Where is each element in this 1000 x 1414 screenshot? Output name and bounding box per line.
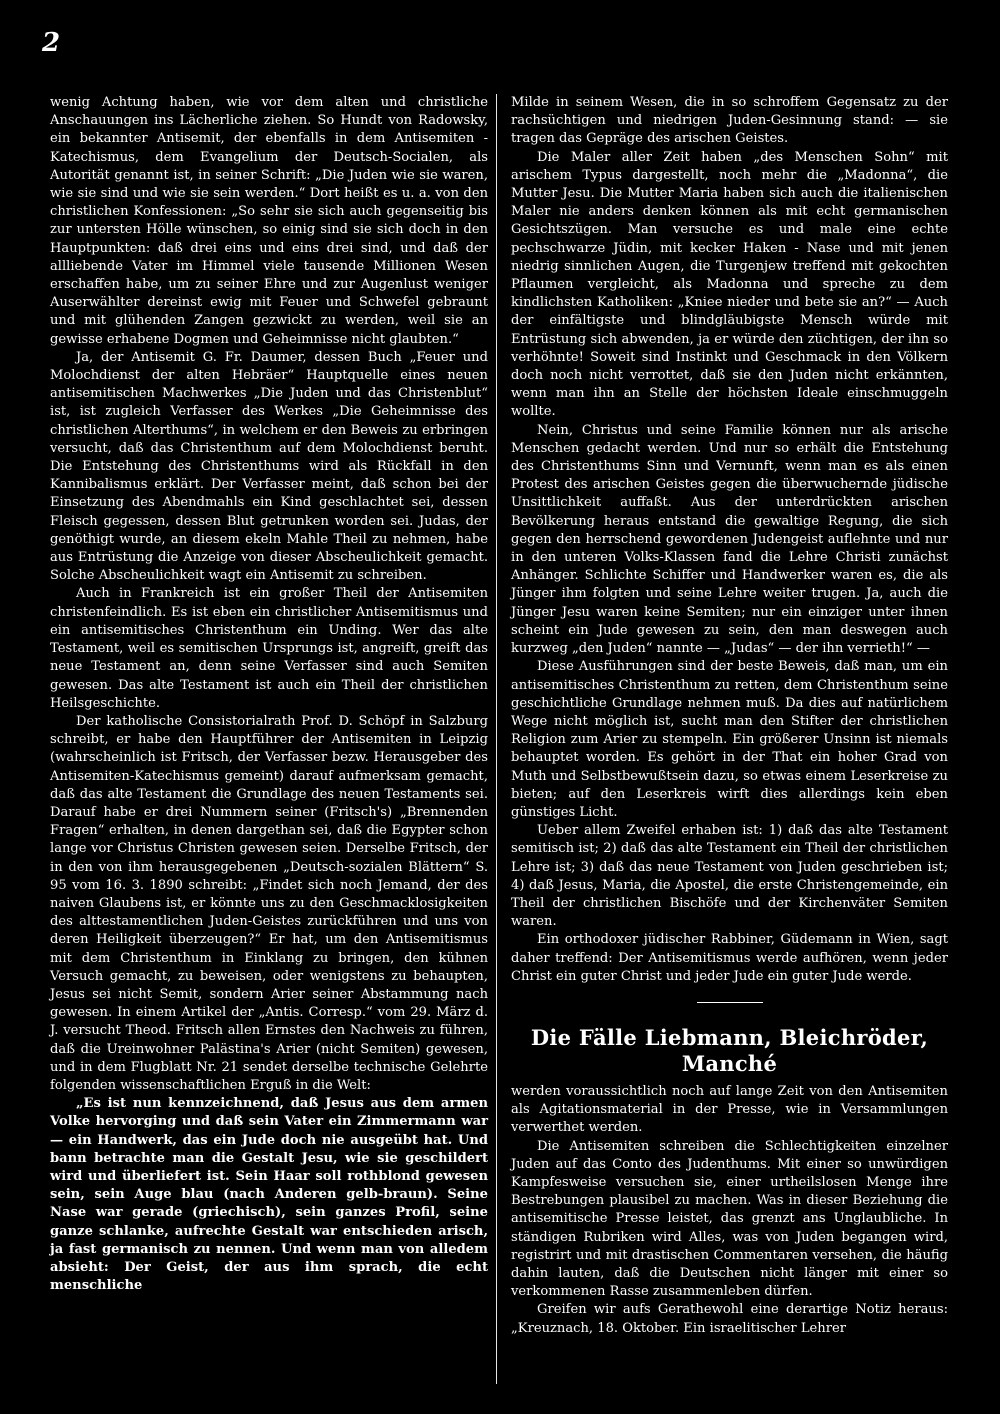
page-number: 2 bbox=[42, 28, 61, 58]
section-title: Die Fälle Liebmann, Bleichröder, Manché bbox=[530, 1024, 929, 1076]
right-column bbox=[511, 94, 948, 1338]
right-paragraph: Ueber allem Zweifel erhaben ist: 1) daß das alte Testament semitisch ist; 2) daß das alte Testament ein Theil der christlichen Lehre ist; 3) daß das neue Testament von Juden geschrieben ist; 4) daß Jesus, Maria, die Apostel, die erste Christengemeinde, ein Theil der christlichen Bischöfe und der Kirchenväter Semiten waren. bbox=[511, 823, 948, 930]
right-paragraph: Diese Ausführungen sind der beste Beweis, daß man, um ein antisemitisches Christenthum zu retten, dem Christenthum seine geschichtliche Grundlage nehmen muß. Da dies auf natürlichem Wege nicht möglich ist, sucht man den Stifter der christlichen Religion zum Arier zu stempeln. Ein größerer Unsinn ist niemals behauptet worden. Es gehört in der That ein hoher Grad von Muth und Selbstbewußtsein dazu, so etwas einem Leserkreise zu bieten; auf den Leserkreis wirft dies allerdings kein eben günstiges Licht. bbox=[511, 659, 948, 820]
right-paragraph: Nein, Christus und seine Familie können nur als arische Menschen gedacht werden. Und nur so erhält die Entstehung des Christenthums Sinn und Vernunft, wenn man es als einen Protest des arischen Geistes gegen die überwuchernde jüdische Unsittlichkeit auffaßt. Aus der unterdrückten arischen Bevölkerung heraus entstand die gewaltige Regung, die sich gegen den herrschend gewordenen Judengeist auflehnte und nur in den unteren Volks-Klassen fand die Lehre Christi zunächst Anhänger. Schlichte Schiffer und Handwerker waren es, die als Jünger ihm folgten und seine Lehre weiter trugen. Ja, auch die Jünger Jesu waren keine Semiten; nur ein einziger unter ihnen scheint ein Jude gewesen zu sein, den man deswegen auch kurzweg „den Juden“ nannte — „Judas“ — der ihn verrieth!“ — bbox=[511, 422, 948, 657]
right_after-paragraph: werden voraussichtlich noch auf lange Zeit von den Antisemiten als Agitationsmaterial in der Presse, wie in Versammlungen verwerthet werden. bbox=[511, 1083, 948, 1136]
column-divider bbox=[496, 94, 497, 1384]
left-paragraph: Der katholische Consistorialrath Prof. D. Schöpf in Salzburg schreibt, er habe den Hauptführer der Antisemiten in Leipzig (wahrscheinlich ist Fritsch, der Verfasser bezw. Herausgeber des Antisemiten-Katechismus gemeint) darauf aufmerksam gemacht, daß das alte Testament die Grundlage des neuen Testaments sei. Darauf habe er drei Nummern seiner (Fritsch's) „Brennenden Fragen“ erhalten, in denen dargethan sei, daß die Egypter schon lange vor Christus Christen gewesen seien. Derselbe Fritsch, der in den von ihm herausgegebenen „Deutsch-sozialen Blättern“ S. 95 vom 16. 3. 1890 schreibt: „Findet sich noch Jemand, der des naiven Glaubens ist, er könnte uns zu den Geschmacklosigkeiten des alttestamentlichen Juden-Geistes zurückführen und uns von deren Heiligkeit überzeugen?“ Er hat, um den Antisemitismus mit dem Christenthum in Einklang zu bringen, den kühnen Versuch gemacht, zu beweisen, oder wenigstens zu behaupten, Jesus sei nicht Semit, sondern Arier seiner Abstammung nach gewesen. In einem Artikel der „Antis. Corresp.“ vom 29. März d. J. versucht Theod. Fritsch allen Ernstes den Nachweis zu führen, daß die Ureinwohner Palästina's Arier (nicht Semiten) gewesen, und in dem Flugblatt Nr. 21 sendet derselbe technische Gelehrte folgenden wissenschaftlichen Erguß in die Welt: bbox=[50, 713, 488, 1093]
right_after-paragraph: Greifen wir aufs Gerathewohl eine derartige Notiz heraus: „Kreuznach, 18. Oktober. Ein israelitischer Lehrer bbox=[511, 1302, 948, 1336]
left-column bbox=[50, 94, 488, 1295]
right_after-paragraph: Die Antisemiten schreiben die Schlechtigkeiten einzelner Juden auf das Conto des Judenthums. Mit einer so unwürdigen Kampfesweise versuchen sie, einer urtheilslosen Menge ihre Bestrebungen plausibel zu machen. Was in dieser Beziehung die antisemitische Presse leistet, das grenzt ans Unglaubliche. In ständigen Rubriken wird Alles, was von Juden begangen wird, registrirt und mit drastischen Commentaren versehen, die häufig dahin lauten, daß die Deutschen nicht länger mit einer so verkommenen Rasse zusammenleben dürfen. bbox=[511, 1138, 948, 1300]
right-paragraph: Ein orthodoxer jüdischer Rabbiner, Güdemann in Wien, sagt daher treffend: Der Antisemitismus werde aufhören, wenn jeder Christ ein guter Christ und jeder Jude ein guter Jude werde. bbox=[511, 932, 948, 984]
section-separator bbox=[697, 1002, 763, 1003]
right-paragraph: Die Maler aller Zeit haben „des Menschen Sohn“ mit arischem Typus dargestellt, noch mehr die „Madonna“, die Mutter Jesu. Die Mutter Maria haben sich auch die italienischen Maler nie anders denken können als mit echt germanischen Gesichtszügen. Man versuche es und male eine echte pechschwarze Jüdin, mit kecker Haken - Nase und mit jenen niedrig sinnlichen Augen, die Turgenjew treffend mit gekochten Pflaumen vergleicht, als Madonna und spreche zu dem kindlichsten Katholiken: „Kniee nieder und bete sie an?“ — Auch der einfältigste und blindgläubigste Mensch würde mit Entrüstung sich abwenden, ja er würde den züchtigen, der ihn so verhöhnte! Soweit sind Instinkt und Geschmack in den Völkern doch noch nicht verrottet, daß sie den Juden nicht erkännten, wenn man ihn an Stelle der höchsten Ideale einschmuggeln wollte. bbox=[511, 149, 948, 420]
left-paragraph: Ja, der Antisemit G. Fr. Daumer, dessen Buch „Feuer und Molochdienst der alten Hebräer“ Hauptquelle eines neuen antisemitischen Machwerkes „Die Juden und das Christenblut“ ist, ist zugleich Verfasser des Werkes „Die Geheimnisse des christlichen Alterthums“, in welchem er den Beweis zu erbringen versucht, daß das Christenthum auf dem Molochdienst beruht. Die Entstehung des Christenthums wird als Rückfall in den Kannibalismus erklärt. Der Verfasser meint, daß schon bei der Einsetzung des Abendmahls ein Kind geschlachtet sei, dessen Fleisch gegessen, dessen Blut getrunken worden sei. Judas, der genöthigt wurde, an diesem ekeln Mahle Theil zu nehmen, habe aus Entrüstung die Anzeige von dieser Abscheulichkeit gemacht. Solche Abscheulichkeit wagt ein Antisemit zu schreiben. bbox=[50, 349, 488, 584]
left-paragraph: „Es ist nun kennzeichnend, daß Jesus aus dem armen Volke hervorging und daß sein Vater ein Zimmermann war — ein Handwerk, das ein Jude doch nie ausgeübt hat. Und bann betrachte man die Gestalt Jesu, wie sie geschildert wird und überliefert ist. Sein Haar soll rothblond gewesen sein, sein Auge blau (nach Anderen gelb-braun). Seine Nase war gerade (griechisch), sein ganzes Profil, seine ganze schlanke, aufrechte Gestalt war entschieden arisch, ja fast germanisch zu nennen. Und wenn man von alledem absieht: Der Geist, der aus ihm sprach, die echt menschliche bbox=[50, 1096, 488, 1294]
right-paragraph: Milde in seinem Wesen, die in so schroffem Gegensatz zu der rachsüchtigen und niedrigen Juden-Gesinnung stand: — sie tragen das Gepräge des arischen Geistes. bbox=[511, 95, 948, 147]
left-paragraph: wenig Achtung haben, wie vor dem alten und christliche Anschauungen ins Lächerliche ziehen. So Hundt von Radowsky, ein bekannter Antisemit, der ebenfalls in dem Antisemiten - Katechismus, dem Evangelium der Deutsch-Socialen, als Autorität genannt ist, in seiner Schrift: „Die Juden wie sie waren, wie sie sind und wie sie sein werden.“ Dort heißt es u. a. von den christlichen Konfessionen: „So sehr sie sich auch gegenseitig bis zur untersten Hölle wünschen, so einig sind sie sich doch in den Hauptpunkten: daß drei eins und eins drei sind, und daß der allliebende Vater im Himmel viele tausende Millionen Wesen erschaffen habe, um zu seiner Ehre und zur Augenlust weniger Auserwählter dereinst ewig mit Feuer und Schwefel gebraunt und mit glühenden Zangen gezwickt zu werden, weil sie an gewisse erhabene Dogmen und Geheimnisse nicht glaubten.“ bbox=[50, 95, 488, 347]
left-paragraph: Auch in Frankreich ist ein großer Theil der Antisemiten christenfeindlich. Es ist eben ein christlicher Antisemitismus und ein antisemitisches Christenthum ein Unding. Wer das alte Testament, weil es semitischen Ursprungs ist, angreift, greift das neue Testament an, denn seine Verfasser sind auch Semiten gewesen. Das alte Testament ist auch ein Theil der christlichen Heilsgeschichte. bbox=[50, 586, 488, 711]
